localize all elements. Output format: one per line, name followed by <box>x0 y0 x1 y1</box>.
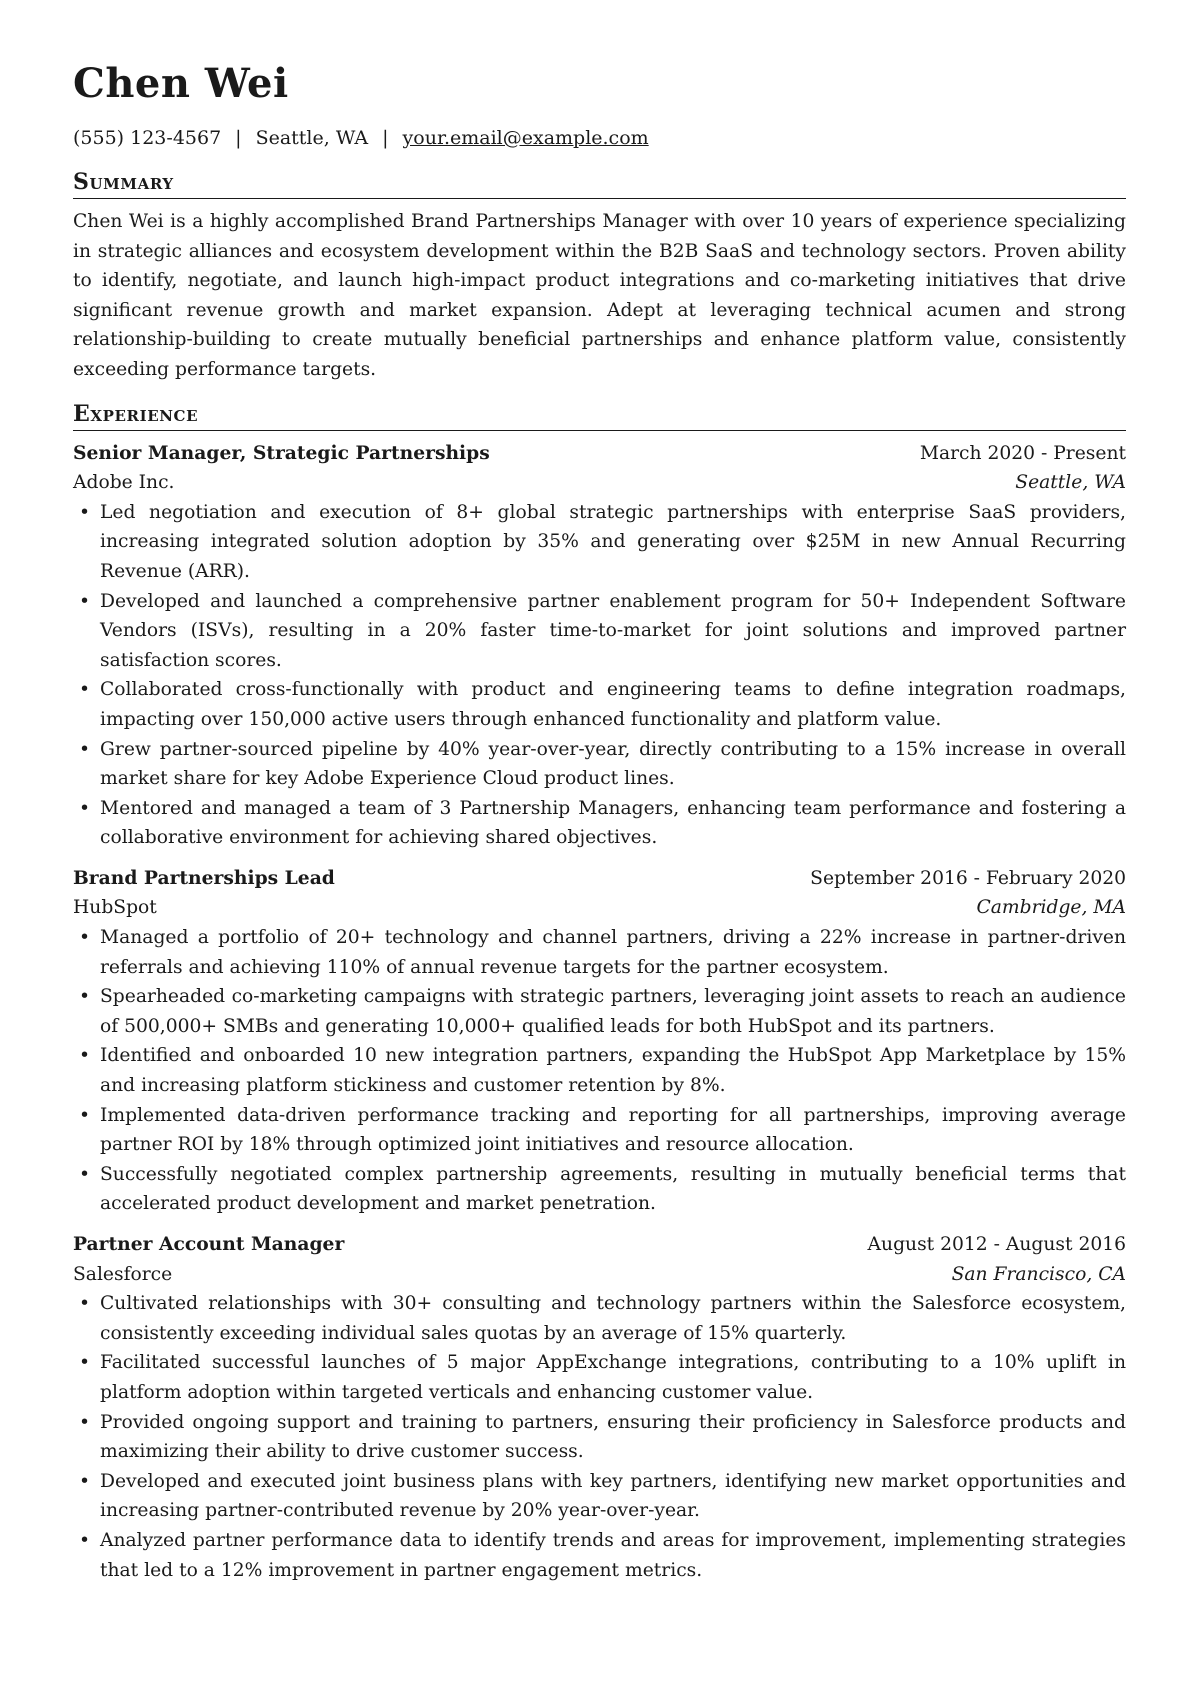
summary-heading: Summary <box>73 168 1126 199</box>
job-header <box>73 439 1126 469</box>
job-location: San Francisco, CA <box>951 1263 1126 1285</box>
location: Seattle, WA <box>255 127 369 149</box>
job-title: Partner Account Manager <box>73 1233 345 1255</box>
experience-heading: Experience <box>73 400 1126 431</box>
job-bullets <box>73 1289 1126 1585</box>
bullet-item: • Spearheaded co-marketing campaigns with strategic partners, leveraging joint assets to reach an audience of 500,000+ SMBs and generating 10,000+ qualified leads for both HubSpot and its partners. <box>73 982 1126 1041</box>
job-title: Brand Partnerships Lead <box>73 866 335 889</box>
bullet-item: • Developed and executed joint business plans with key partners, identifying new market opportunities and increasing partner-contributed revenue by 20% year-over-year. <box>73 1467 1126 1526</box>
contact-separator: | <box>382 127 389 149</box>
bullet-item: • Developed and launched a comprehensive partner enablement program for 50+ Independent Software Vendors (ISVs), resulting in a 20% faster time-to-market for joint solutions and improved partner satisfaction scores. <box>73 587 1126 676</box>
summary-text: Chen Wei is a highly accomplished Brand Partnerships Manager with over 10 years of experience specializing in strategic alliances and ecosystem development within the B2B SaaS and technology sectors. Proven ability to identify, negotiate, and launch high-impact product integrations and co-marketing initiatives that drive significant revenue growth and market expansion. Adept at leveraging technical acumen and strong relationship-building to create mutually beneficial partnerships and enhance platform value, consistently exceeding performance targets. <box>73 211 1126 380</box>
bullet-item: • Facilitated successful launches of 5 major AppExchange integrations, contributing to a 10% uplift in platform adoption within targeted verticals and enhancing customer value. <box>73 1348 1126 1407</box>
job-entry <box>73 864 1126 1219</box>
company-name: Salesforce <box>73 1263 173 1285</box>
job-subheader <box>73 468 1126 498</box>
bullet-item: • Mentored and managed a team of 3 Partnership Managers, enhancing team performance and fostering a collaborative environment for achieving shared objectives. <box>73 794 1126 853</box>
contact-line <box>73 124 1126 152</box>
bullet-item: • Implemented data-driven performance tracking and reporting for all partnerships, improving average partner ROI by 18% through optimized joint initiatives and resource allocation. <box>73 1101 1126 1160</box>
job-subheader <box>73 1260 1126 1290</box>
contact-separator: | <box>235 127 242 149</box>
bullet-item: • Managed a portfolio of 20+ technology and channel partners, driving a 22% increase in partner-driven referrals and achieving 110% of annual revenue targets for the partner ecosystem. <box>73 923 1126 982</box>
bullet-item: • Identified and onboarded 10 new integration partners, expanding the HubSpot App Marketplace by 15% and increasing platform stickiness and customer retention by 8%. <box>73 1041 1126 1100</box>
job-title: Senior Manager, Strategic Partnerships <box>73 441 490 464</box>
phone-number: (555) 123-4567 <box>73 127 222 149</box>
job-location: Cambridge, MA <box>976 897 1126 919</box>
job-dates: September 2016 - February 2020 <box>810 867 1126 889</box>
job-bullets <box>73 498 1126 853</box>
bullet-item: • Cultivated relationships with 30+ consulting and technology partners within the Salesforce ecosystem, consistently exceeding individual sales quotas by an average of 15% quarterly. <box>73 1289 1126 1348</box>
resume-page <box>73 58 1126 1585</box>
candidate-name: Chen Wei <box>73 60 289 107</box>
bullet-item: • Successfully negotiated complex partnership agreements, resulting in mutually beneficial terms that accelerated product development and market penetration. <box>73 1160 1126 1219</box>
job-dates: March 2020 - Present <box>919 442 1126 464</box>
job-header <box>73 864 1126 894</box>
bullet-item: • Analyzed partner performance data to identify trends and areas for improvement, implementing strategies that led to a 12% improvement in partner engagement metrics. <box>73 1526 1126 1585</box>
job-location: Seattle, WA <box>1015 472 1126 494</box>
email-link[interactable]: your.email@example.com <box>402 127 649 149</box>
bullet-item: • Provided ongoing support and training to partners, ensuring their proficiency in Salesforce products and maximizing their ability to drive customer success. <box>73 1408 1126 1467</box>
job-bullets <box>73 923 1126 1219</box>
bullet-item: • Grew partner-sourced pipeline by 40% year-over-year, directly contributing to a 15% increase in overall market share for key Adobe Experience Cloud product lines. <box>73 735 1126 794</box>
job-header <box>73 1230 1126 1260</box>
job-dates: August 2012 - August 2016 <box>867 1234 1126 1255</box>
bullet-item: • Collaborated cross-functionally with product and engineering teams to define integration roadmaps, impacting over 150,000 active users through enhanced functionality and platform value. <box>73 675 1126 734</box>
job-entry <box>73 439 1126 853</box>
job-subheader <box>73 893 1126 923</box>
company-name: HubSpot <box>73 897 157 919</box>
job-entry <box>73 1230 1126 1585</box>
company-name: Adobe Inc. <box>73 472 175 494</box>
bullet-item: • Led negotiation and execution of 8+ global strategic partnerships with enterprise SaaS providers, increasing integrated solution adoption by 35% and generating over $25M in new Annual Recurring Revenue (ARR). <box>73 498 1126 587</box>
